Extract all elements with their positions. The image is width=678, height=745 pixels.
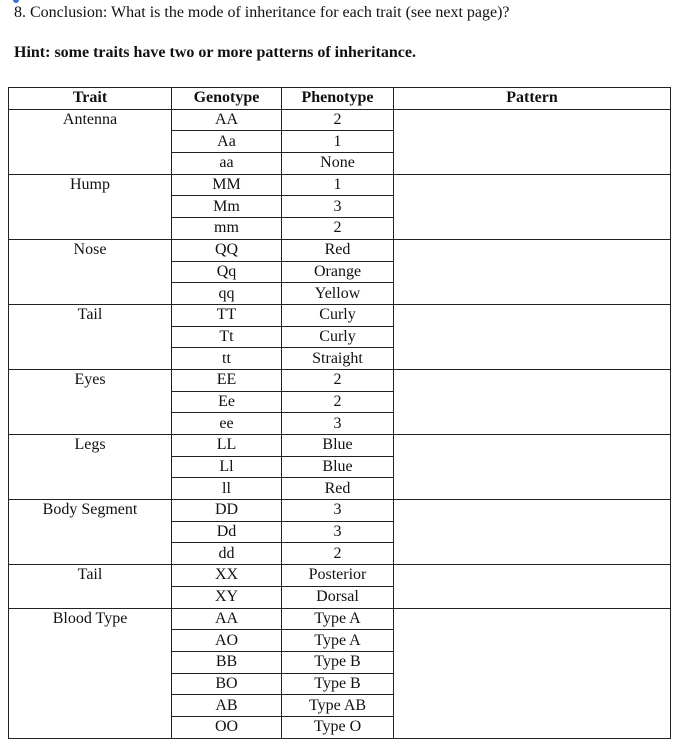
question-text: 8. Conclusion: What is the mode of inheritance for each trait (see next page)? bbox=[14, 4, 510, 21]
genotype-cell: Aa bbox=[172, 131, 282, 153]
genotype-cell: qq bbox=[172, 283, 282, 305]
pattern-answer-cell[interactable] bbox=[394, 109, 671, 174]
trait-name-cell: Hump bbox=[9, 174, 172, 239]
table-row bbox=[9, 500, 671, 522]
header-trait: Trait bbox=[9, 88, 172, 110]
phenotype-cell: 3 bbox=[282, 413, 394, 435]
table-row bbox=[9, 174, 671, 196]
phenotype-cell: Type AB bbox=[282, 695, 394, 717]
genotype-cell: dd bbox=[172, 543, 282, 565]
genotype-cell: Dd bbox=[172, 521, 282, 543]
table-row bbox=[9, 435, 671, 457]
table-header-row bbox=[9, 88, 671, 110]
table-body bbox=[9, 109, 671, 738]
phenotype-cell: Curly bbox=[282, 304, 394, 326]
pattern-answer-cell[interactable] bbox=[394, 239, 671, 304]
genotype-cell: Ee bbox=[172, 391, 282, 413]
phenotype-cell: Blue bbox=[282, 435, 394, 457]
pattern-answer-cell[interactable] bbox=[394, 608, 671, 738]
genotype-cell: mm bbox=[172, 218, 282, 240]
phenotype-cell: 1 bbox=[282, 131, 394, 153]
header-phenotype: Phenotype bbox=[282, 88, 394, 110]
genotype-cell: Ll bbox=[172, 456, 282, 478]
genotype-cell: Qq bbox=[172, 261, 282, 283]
table-row bbox=[9, 369, 671, 391]
phenotype-cell: 2 bbox=[282, 391, 394, 413]
genotype-cell: Mm bbox=[172, 196, 282, 218]
phenotype-cell: 2 bbox=[282, 218, 394, 240]
cursor-marker bbox=[13, 0, 19, 3]
phenotype-cell: Red bbox=[282, 478, 394, 500]
pattern-answer-cell[interactable] bbox=[394, 174, 671, 239]
phenotype-cell: Type B bbox=[282, 651, 394, 673]
phenotype-cell: 1 bbox=[282, 174, 394, 196]
genotype-cell: TT bbox=[172, 304, 282, 326]
genotype-cell: tt bbox=[172, 348, 282, 370]
header-pattern: Pattern bbox=[394, 88, 671, 110]
phenotype-cell: Red bbox=[282, 239, 394, 261]
header-genotype: Genotype bbox=[172, 88, 282, 110]
genotype-cell: QQ bbox=[172, 239, 282, 261]
genotype-cell: DD bbox=[172, 500, 282, 522]
pattern-answer-cell[interactable] bbox=[394, 304, 671, 369]
genotype-cell: AA bbox=[172, 608, 282, 630]
table-row bbox=[9, 109, 671, 131]
genotype-cell: BB bbox=[172, 651, 282, 673]
genotype-cell: AO bbox=[172, 630, 282, 652]
phenotype-cell: Type O bbox=[282, 716, 394, 738]
phenotype-cell: Straight bbox=[282, 348, 394, 370]
genotype-cell: XX bbox=[172, 565, 282, 587]
phenotype-cell: Dorsal bbox=[282, 586, 394, 608]
phenotype-cell: 2 bbox=[282, 369, 394, 391]
phenotype-cell: 3 bbox=[282, 521, 394, 543]
trait-name-cell: Nose bbox=[9, 239, 172, 304]
phenotype-cell: Blue bbox=[282, 456, 394, 478]
pattern-answer-cell[interactable] bbox=[394, 369, 671, 434]
genotype-cell: XY bbox=[172, 586, 282, 608]
genotype-cell: MM bbox=[172, 174, 282, 196]
phenotype-cell: None bbox=[282, 153, 394, 175]
trait-name-cell: Antenna bbox=[9, 109, 172, 174]
phenotype-cell: Posterior bbox=[282, 565, 394, 587]
trait-name-cell: Tail bbox=[9, 304, 172, 369]
inheritance-table bbox=[8, 87, 671, 739]
trait-name-cell: Eyes bbox=[9, 369, 172, 434]
phenotype-cell: 2 bbox=[282, 543, 394, 565]
trait-name-cell: Blood Type bbox=[9, 608, 172, 738]
genotype-cell: Tt bbox=[172, 326, 282, 348]
genotype-cell: LL bbox=[172, 435, 282, 457]
trait-name-cell: Tail bbox=[9, 565, 172, 608]
phenotype-cell: Orange bbox=[282, 261, 394, 283]
genotype-cell: BO bbox=[172, 673, 282, 695]
table-row bbox=[9, 608, 671, 630]
phenotype-cell: Type B bbox=[282, 673, 394, 695]
phenotype-cell: 3 bbox=[282, 196, 394, 218]
phenotype-cell: 2 bbox=[282, 109, 394, 131]
genotype-cell: EE bbox=[172, 369, 282, 391]
pattern-answer-cell[interactable] bbox=[394, 565, 671, 608]
trait-name-cell: Legs bbox=[9, 435, 172, 500]
pattern-answer-cell[interactable] bbox=[394, 500, 671, 565]
pattern-answer-cell[interactable] bbox=[394, 435, 671, 500]
phenotype-cell: 3 bbox=[282, 500, 394, 522]
genotype-cell: ll bbox=[172, 478, 282, 500]
phenotype-cell: Type A bbox=[282, 608, 394, 630]
genotype-cell: AA bbox=[172, 109, 282, 131]
phenotype-cell: Yellow bbox=[282, 283, 394, 305]
table-row bbox=[9, 304, 671, 326]
genotype-cell: aa bbox=[172, 153, 282, 175]
hint-text: Hint: some traits have two or more patterns of inheritance. bbox=[14, 44, 416, 61]
phenotype-cell: Curly bbox=[282, 326, 394, 348]
genotype-cell: AB bbox=[172, 695, 282, 717]
trait-name-cell: Body Segment bbox=[9, 500, 172, 565]
table-row bbox=[9, 239, 671, 261]
genotype-cell: ee bbox=[172, 413, 282, 435]
phenotype-cell: Type A bbox=[282, 630, 394, 652]
table-row bbox=[9, 565, 671, 587]
genotype-cell: OO bbox=[172, 716, 282, 738]
